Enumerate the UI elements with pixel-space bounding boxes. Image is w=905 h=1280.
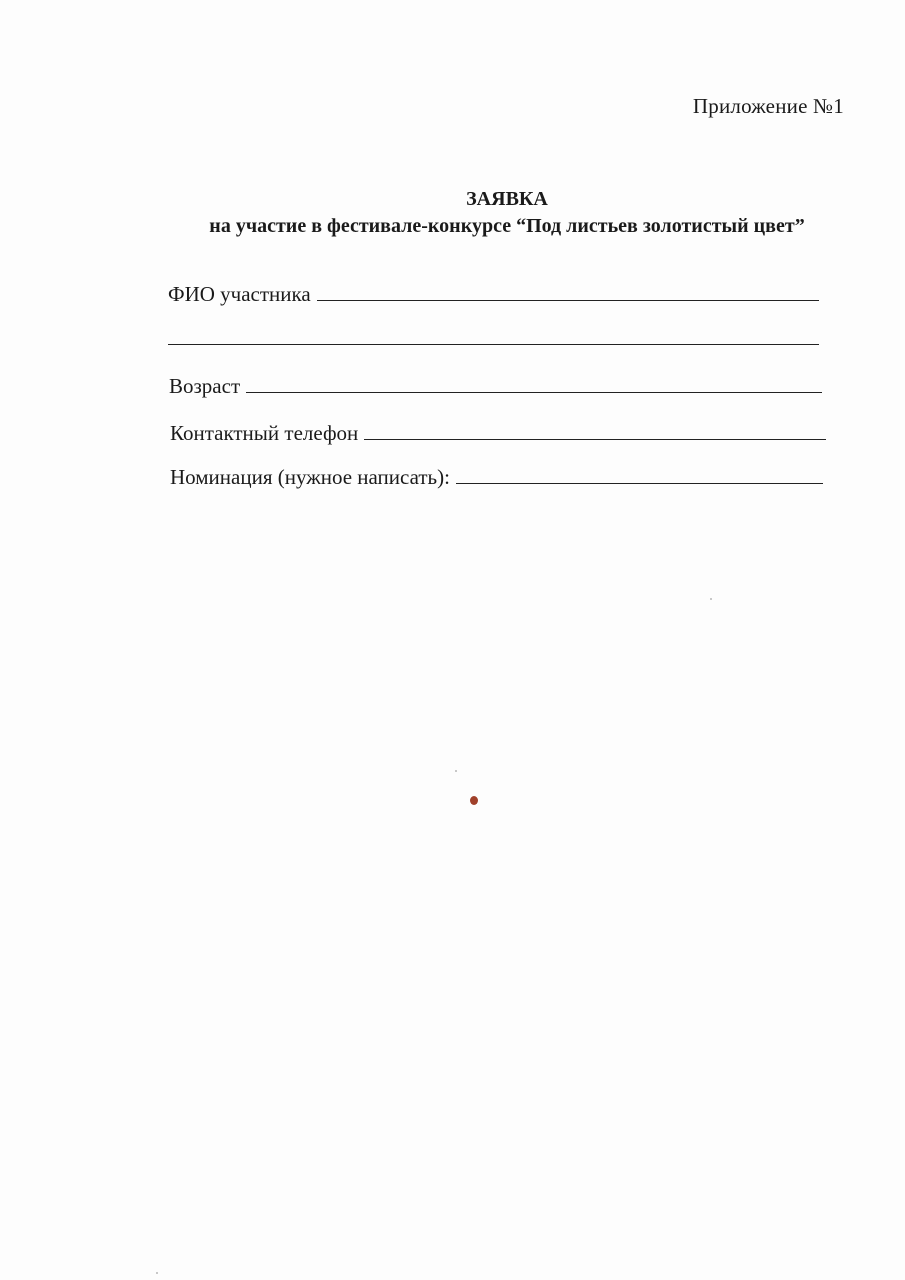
ink-stain: [470, 796, 478, 805]
name-field: [168, 282, 819, 307]
phone-label: Контактный телефон: [170, 421, 359, 445]
name-label: ФИО участника: [168, 282, 311, 306]
nomination-input-line[interactable]: [456, 465, 823, 484]
phone-input-line[interactable]: [364, 421, 826, 440]
form-subtitle: на участие в фестивале-конкурсе “Под листьев золотистый цвет”: [209, 215, 805, 237]
phone-field: [170, 421, 826, 446]
age-field: [169, 374, 822, 399]
paper-speck: [455, 770, 457, 772]
name-continuation-line[interactable]: [168, 344, 819, 345]
paper-speck: [710, 598, 712, 600]
form-title: ЗАЯВКА: [466, 188, 548, 210]
appendix-label: Приложение №1: [692, 94, 844, 118]
age-label: Возраст: [169, 374, 241, 398]
paper-speck: [156, 1272, 158, 1274]
nomination-label: Номинация (нужное написать):: [170, 465, 450, 489]
name-input-line[interactable]: [317, 282, 819, 301]
nomination-field: [170, 465, 823, 490]
age-input-line[interactable]: [246, 374, 822, 393]
